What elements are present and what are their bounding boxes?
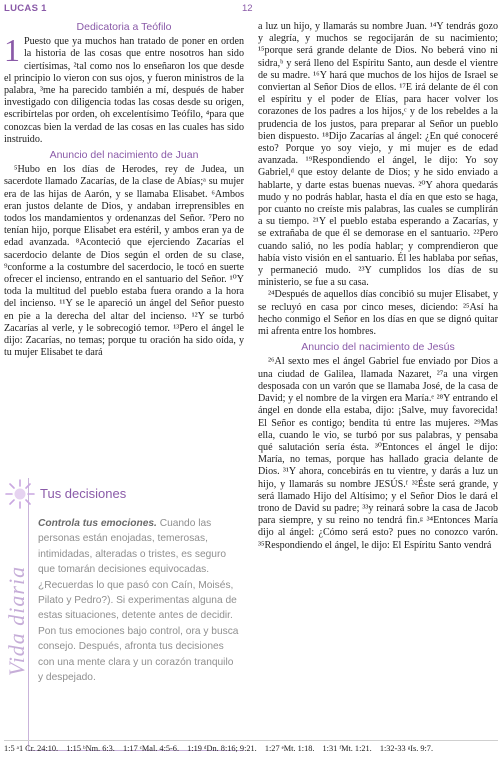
box-body — [38, 516, 240, 685]
footnote: 1:19 ᵈDn. 8:16; 9:21. — [187, 744, 257, 753]
section-heading-dedicatoria: Dedicatoria a Teófilo — [76, 21, 172, 33]
footnote: 1:5 ᵃ1 Cr. 24:10. — [4, 744, 59, 753]
side-label-vida-diaria: Vida diaria — [4, 565, 29, 677]
footnote: 1:27 ᵉMt. 1:18. — [264, 744, 315, 753]
box-title: Tus decisiones — [40, 486, 127, 501]
footnote: 1:15 ᵇNm. 6:3. — [66, 744, 115, 753]
sidebar-box-vida-diaria — [4, 478, 244, 758]
sun-icon — [4, 478, 36, 510]
section-heading-anuncio-jesus: Anuncio del nacimiento de Jesús — [301, 341, 455, 354]
paragraph-continuation: a luz un hijo, y llamarás su nombre Juan. ¹⁴Y tendrás gozo y alegría, y muchos se regocijarán de su nacimiento; ¹⁵porque será grande delante de Dios. No beberá vino ni sidra,ᵇ y será lleno del Espíritu Santo, aun desde el vientre de su madre. ¹⁶Y hará que muchos de los hijos de Israel se conviertan al Señor Dios de ellos. ¹⁷E irá delante de él con el espíritu y el poder de Elías, para hacer volver los corazones de los padres a los hijos,ᶜ y de los rebeldes a la prudencia de los justos, para preparar al Señor un pueblo bien dispuesto. ¹⁸Dijo Zacarías al ángel: ¿En qué conoceré esto? Porque yo soy viejo, y mi mujer es de edad avanzada. ¹⁹Respondiendo el ángel, le dijo: Yo soy Gabriel,ᵈ que estoy delante de Dios; y he sido enviado a hablarte, y darte estas buenas nuevas. ²⁰Y ahora quedarás mudo y no podrás hablar, hasta el día en que esto se haga, por cuanto no creíste mis palabras, las cuales se cumplirán a su tiempo. ²¹Y el pueblo estaba esperando a Zacarías, y se extrañaba de que él se demorase en el santuario. ²²Pero cuando salió, no les podía hablar; y comprendieron que había visto visión en el santuario. Él les hablaba por señas, y permaneció mudo. ²³Y cumplidos los días de su ministerio, se fue a su casa. — [258, 21, 498, 289]
footnotes — [4, 740, 498, 755]
page-number: 12 — [242, 3, 253, 14]
chapter-drop-cap: 1 — [4, 32, 20, 69]
running-header — [4, 3, 498, 15]
box-text: Cuando las personas están enojadas, temerosas, intimidadas, alteradas o tristes, es seguro que tomarán decisiones equivocadas. ¿Recuerdas lo que pasó con Caín, Moisés, Pilato y Pedro?). Si experimentas alguna de estas situaciones, detente antes de decidir. Pon tus emociones bajo control, ora y busca consejo. Después, afronta tus decisiones con una mente clara y un corazón tranquilo y despejado. — [38, 518, 239, 684]
book-chapter-label: LUCAS 1 — [4, 3, 47, 14]
footnote: 1:31 ᶠMt. 1:21. — [322, 744, 372, 753]
box-lead: Controla tus emociones. — [38, 518, 157, 529]
footnote: 1:32-33 ᵍIs. 9:7. — [379, 744, 434, 753]
footnote: 1:17 ᶜMal. 4:5-6. — [122, 744, 180, 753]
paragraph-dedicatoria — [4, 32, 244, 146]
paragraph-text: Puesto que ya muchos han tratado de poner en orden la historia de las cosas que entre nosotros han sido ciertísimas, ²tal como nos lo enseñaron los que desde el principio lo vieron con sus ojos, y fueron ministros de la palabra, ³me ha parecido también a mí, después de haber investigado con diligencia todas las cosas desde su origen, escribírtelas por orden, oh excelentísimo Teófilo, ⁴para que conozcas bien la verdad de las cosas en las cuales has sido instruido. — [4, 36, 244, 145]
left-column — [4, 21, 244, 359]
section-heading-anuncio-juan: Anuncio del nacimiento de Juan — [49, 149, 199, 162]
right-column — [258, 21, 498, 552]
paragraph-elisabet: ²⁴Después de aquellos días concibió su mujer Elisabet, y se recluyó en casa por cinco meses, diciendo: ²⁵Así ha hecho conmigo el Señor en los días en que se dignó quitar mi afrenta entre los hombres. — [258, 289, 498, 338]
paragraph-anuncio-jesus: ²⁶Al sexto mes el ángel Gabriel fue enviado por Dios a una ciudad de Galilea, llamada Nazaret, ²⁷a una virgen desposada con un varón que se llamaba José, de la casa de David; y el nombre de la virgen era María.ᵉ ²⁸Y entrando el ángel en donde ella estaba, dijo: ¡Salve, muy favorecida! El Señor es contigo; bendita tú entre las mujeres. ²⁹Mas ella, cuando le vio, se turbó por sus palabras, y pensaba qué salutación sería ésta. ³⁰Entonces el ángel le dijo: María, no temas, porque has hallado gracia delante de Dios. ³¹Y ahora, concebirás en tu vientre, y darás a luz un hijo, y llamarás su nombre JESÚS.ᶠ ³²Éste será grande, y será llamado Hijo del Altísimo; y el Señor Dios le dará el trono de David su padre; ³³y reinará sobre la casa de Jacob para siempre, y su reino no tendrá fin.ᵍ ³⁴Entonces María dijo al ángel: ¿Cómo será esto? pues no conozco varón. ³⁵Respondiendo el ángel, le dijo: El Espíritu Santo vendrá — [258, 356, 498, 551]
paragraph-anuncio-juan: ⁵Hubo en los días de Herodes, rey de Judea, un sacerdote llamado Zacarías, de la clase de Abías;ᵃ su mujer era de las hijas de Aarón, y se llamaba Elisabet. ⁶Ambos eran justos delante de Dios, y andaban irreprensibles en todos los mandamientos y ordenanzas del Señor. ⁷Pero no tenían hijo, porque Elisabet era estéril, y ambos eran ya de edad avanzada. ⁸Aconteció que ejerciendo Zacarías el sacerdocio delante de Dios según el orden de su clase, ⁹conforme a la costumbre del sacerdocio, le tocó en suerte ofrecer el incienso, entrando en el santuario del Señor. ¹⁰Y toda la multitud del pueblo estaba fuera orando a la hora del incienso. ¹¹Y se le apareció un ángel del Señor puesto en pie a la derecha del altar del incienso. ¹²Y se turbó Zacarías al verle, y le sobrecogió temor. ¹³Pero el ángel le dijo: Zacarías, no temas; porque tu oración ha sido oída, y tu mujer Elisabet te dará — [4, 164, 244, 359]
